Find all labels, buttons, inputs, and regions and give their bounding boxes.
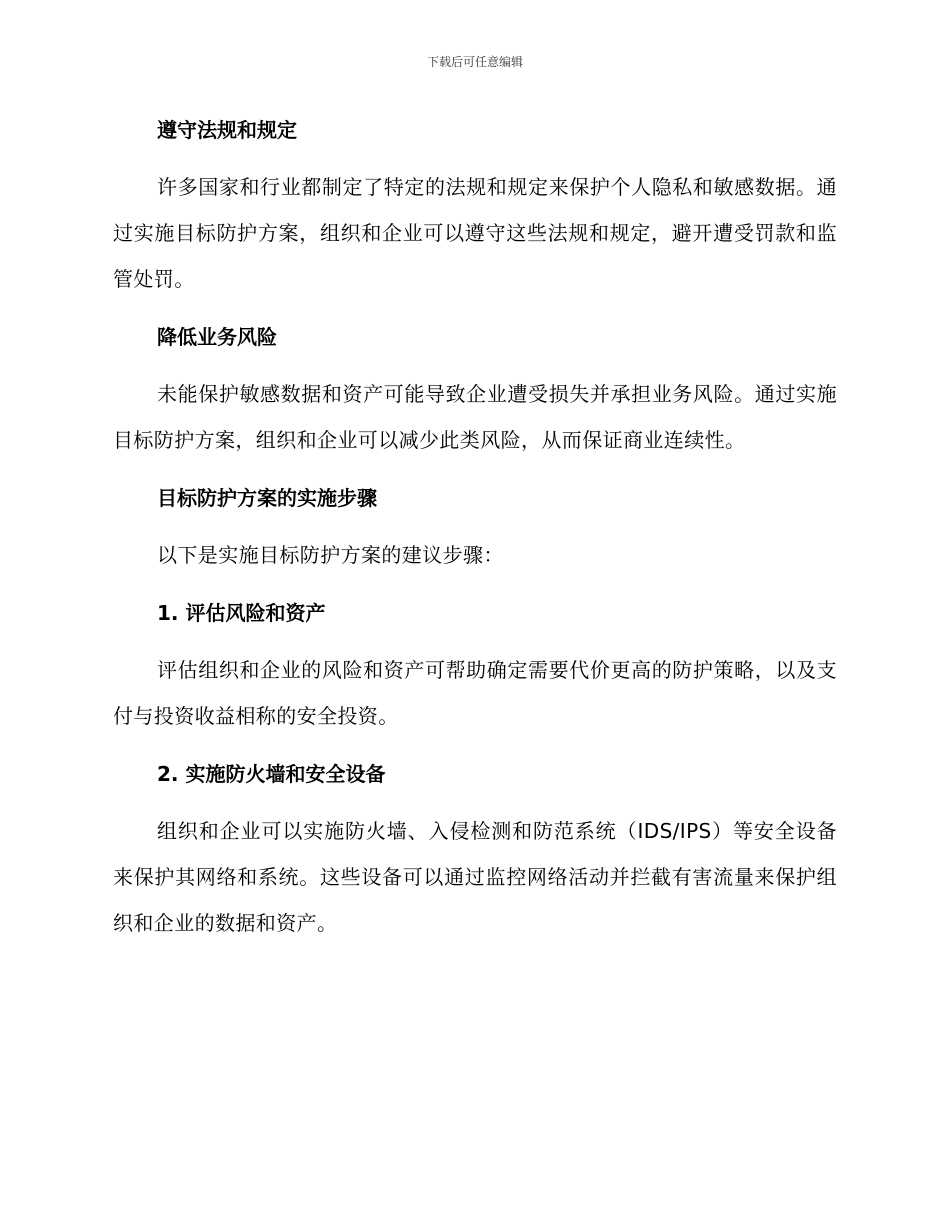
document-body bbox=[113, 112, 837, 946]
page-header: 下载后可任意编辑 bbox=[426, 55, 523, 69]
section-paragraph-business-risk: 未能保护敏感数据和资产可能导致企业遭受损失并承担业务风险。通过实施目标防护方案，组织和企业可以减少此类风险，从而保证商业连续性。 bbox=[113, 382, 837, 452]
section-paragraph-firewall: 组织和企业可以实施防火墙、入侵检测和防范系统（IDS/IPS）等安全设备来保护其网络和系统。这些设备可以通过监控网络活动并拦截有害流量来保护组织和企业的数据和资产。 bbox=[113, 819, 837, 935]
section-heading-implementation-steps: 目标防护方案的实施步骤 bbox=[157, 486, 377, 510]
section-paragraph-implementation-steps: 以下是实施目标防护方案的建议步骤： bbox=[157, 543, 504, 567]
section-paragraph-assess-risk: 评估组织和企业的风险和资产可帮助确定需要代价更高的防护策略，以及支付与投资收益相称的安全投资。 bbox=[113, 658, 837, 728]
section-heading-business-risk: 降低业务风险 bbox=[157, 325, 277, 349]
section-heading-firewall: 2. 实施防火墙和安全设备 bbox=[157, 762, 386, 786]
section-paragraph-compliance: 许多国家和行业都制定了特定的法规和规定来保护个人隐私和敏感数据。通过实施目标防护方案，组织和企业可以遵守这些法规和规定，避开遭受罚款和监管处罚。 bbox=[113, 175, 837, 291]
section-heading-compliance: 遵守法规和规定 bbox=[157, 118, 297, 142]
section-heading-assess-risk: 1. 评估风险和资产 bbox=[157, 601, 326, 625]
